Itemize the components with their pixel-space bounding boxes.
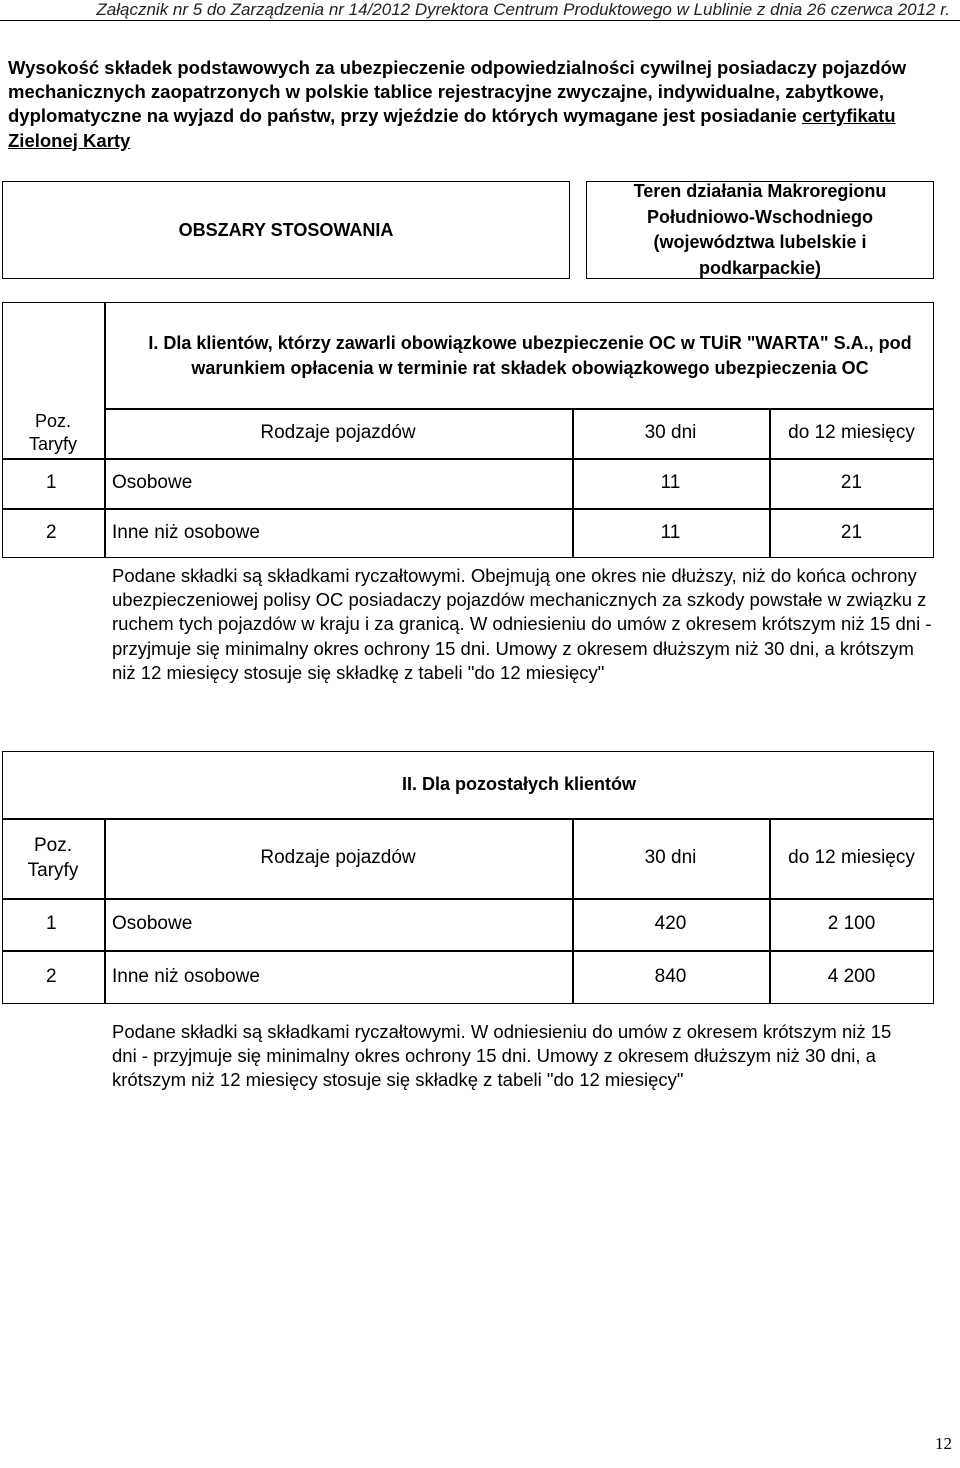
section1-header-pos: Poz. Taryfy — [28, 411, 77, 454]
section1-title: I. Dla klientów, którzy zawarli obowiązkowe ubezpieczenie OC w TUiR "WARTA" S.A., pod warunkiem opłacenia w terminie rat składek obowiązkowego ubezpieczenia OC — [148, 333, 912, 378]
intro-underlined-text: certyfikatu Zielonej Karty — [8, 105, 896, 151]
section1-row1-pos: 1 — [46, 472, 57, 493]
scope-right-label: Teren działania Makroregionu Południowo-Wschodniego (województwa lubelskie i podkarpackie) — [633, 181, 887, 278]
section2-header-pos: Poz. Taryfy — [27, 835, 79, 881]
section2-row1-12months: 2 100 — [827, 913, 876, 934]
section1-header-30days: 30 dni — [644, 422, 697, 443]
section1-header-type: Rodzaje pojazdów — [260, 422, 416, 443]
section1-row1-30days: 11 — [660, 472, 681, 493]
section2-note: Podane składki są składkami ryczałtowymi. W odniesieniu do umów z okresem krótszym niż 15 dni - przyjmuje się minimalny okres ochrony 15 dni. Umowy z okresem dłuższym niż 30 dni, a krótszym niż 12 miesięcy stosuje się składkę z tabeli "do 12 miesięcy" — [112, 1021, 892, 1091]
section1-header-12months: do 12 miesięcy — [788, 422, 915, 443]
section2-row1-type: Osobowe — [112, 913, 193, 934]
section2-header-30days: 30 dni — [644, 847, 697, 868]
section1-row2-12months: 21 — [840, 522, 863, 543]
section1-row1-12months: 21 — [840, 472, 863, 493]
section2-title: II. Dla pozostałych klientów — [401, 774, 637, 794]
section2-header-type: Rodzaje pojazdów — [260, 847, 416, 868]
section2-row1-30days: 420 — [654, 913, 687, 934]
section2-row2-pos: 2 — [46, 966, 57, 987]
section2-row2-12months: 4 200 — [827, 966, 876, 987]
section2-row2-30days: 840 — [654, 966, 687, 987]
section1-row2-30days: 11 — [660, 522, 681, 543]
intro-text: Wysokość składek podstawowych za ubezpieczenie odpowiedzialności cywilnej posiadaczy pojazdów mechanicznych zaopatrzonych w polskie tablice rejestracyjne zwyczajne, indywidualne, zabytkowe, dyplomatyczne na wyjazd do państw, przy wjeździe do których wymagane jest posiadanie — [8, 57, 907, 127]
section2-row2-type: Inne niż osobowe — [112, 966, 260, 987]
document-header-note: Załącznik nr 5 do Zarządzenia nr 14/2012 Dyrektora Centrum Produktowego w Lublinie z dnia 26 czerwca 2012 r. — [96, 0, 950, 19]
scope-left-label: OBSZARY STOSOWANIA — [178, 219, 394, 240]
intro-paragraph — [8, 56, 948, 153]
page-number: 12 — [935, 1434, 952, 1453]
section2-row1-pos: 1 — [46, 913, 57, 934]
section2-header-12months: do 12 miesięcy — [788, 847, 915, 868]
section1-row2-type: Inne niż osobowe — [112, 522, 260, 543]
section1-row1-type: Osobowe — [112, 472, 193, 493]
section1-row2-pos: 2 — [46, 522, 57, 543]
section1-note: Podane składki są składkami ryczałtowymi. Obejmują one okres nie dłuższy, niż do końca ochrony ubezpieczeniowej polisy OC posiadaczy pojazdów mechanicznych za szkody powstałe w związku z ruchem tych pojazdów w kraju i za granicą. W odniesieniu do umów z okresem krótszym niż 15 dni - przyjmuje się minimalny okres ochrony 15 dni. Umowy z okresem dłuższym niż 30 dni, a krótszym niż 12 miesięcy stosuje się składkę z tabeli "do 12 miesięcy" — [112, 565, 932, 683]
header-divider — [0, 20, 960, 21]
